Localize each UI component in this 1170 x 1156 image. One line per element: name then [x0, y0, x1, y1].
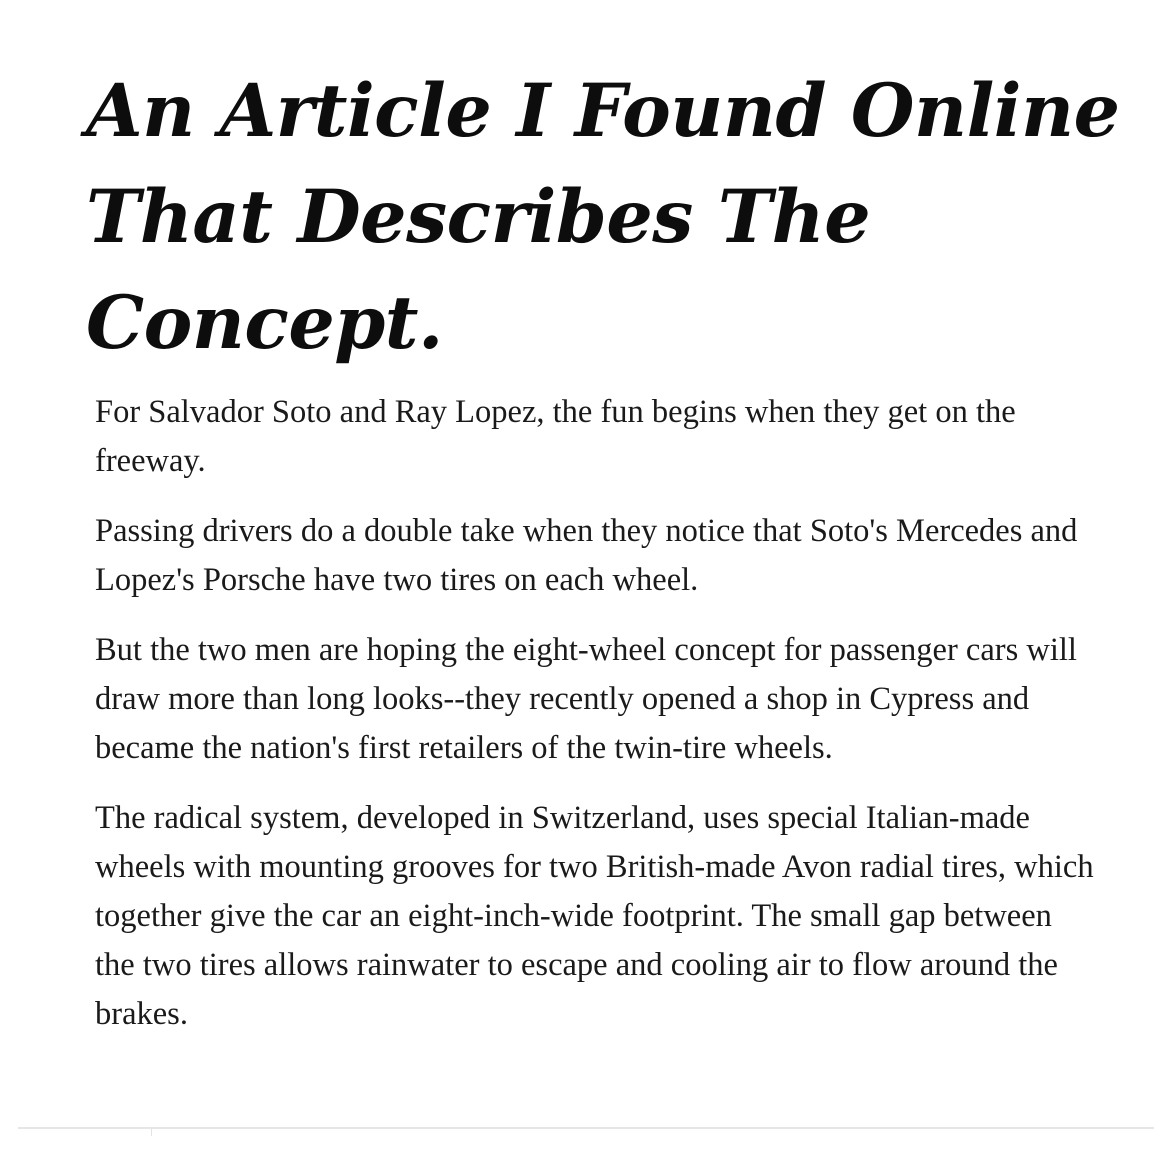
bottom-divider	[18, 1127, 1154, 1129]
paragraph-1: For Salvador Soto and Ray Lopez, the fun begins when they get on the freeway.	[95, 394, 1016, 479]
article-title: An Article I Found Online That Describes The Concept.	[86, 68, 1120, 366]
article-body	[95, 388, 1095, 1060]
paragraph-2: Passing drivers do a double take when they notice that Soto's Mercedes and Lopez's Porsche have two tires on each wheel.	[95, 513, 1078, 598]
paragraph-3: But the two men are hoping the eight-wheel concept for passenger cars will draw more than long looks--they recently opened a shop in Cypress and became the nation's first retailers of the twin-tire wheels.	[95, 632, 1077, 766]
divider-tick	[151, 1129, 152, 1136]
paragraph-4: The radical system, developed in Switzerland, uses special Italian-made wheels with mounting grooves for two British-made Avon radial tires, which together give the car an eight-inch-wide footprint. The small gap between the two tires allows rainwater to escape and cooling air to flow around the brakes.	[95, 800, 1094, 1032]
